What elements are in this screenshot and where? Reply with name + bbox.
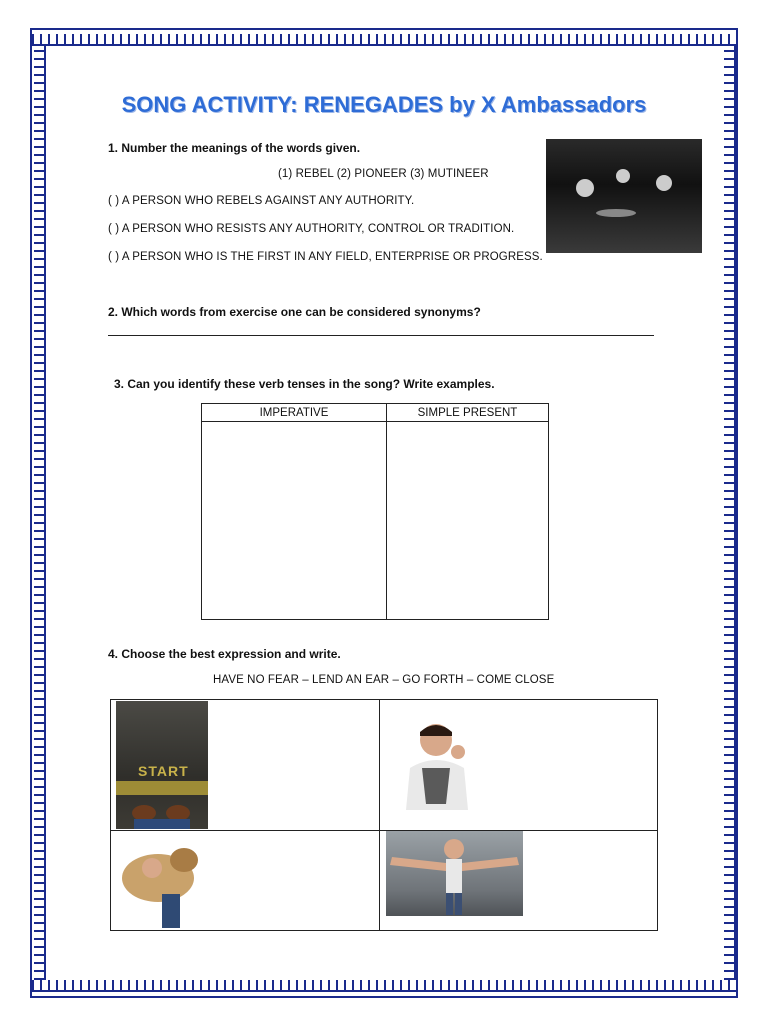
imperative-answer-cell[interactable] — [202, 422, 387, 620]
lion-hug-photo — [118, 838, 204, 930]
start-line-photo: START — [116, 701, 208, 829]
column-header-imperative: IMPERATIVE — [202, 404, 387, 422]
open-arms-photo — [386, 831, 523, 916]
question-1-item-2: ( ) A PERSON WHO RESISTS ANY AUTHORITY, CONTROL OR TRADITION. — [108, 223, 515, 235]
question-1-item-1: ( ) A PERSON WHO REBELS AGAINST ANY AUTHORITY. — [108, 195, 415, 207]
question-4-prompt: 4. Choose the best expression and write. — [108, 647, 341, 661]
simple-present-answer-cell[interactable] — [387, 422, 549, 620]
band-photo — [546, 139, 702, 253]
top-greek-key-border — [32, 32, 736, 46]
verb-tense-table — [201, 403, 549, 620]
question-1-item-3: ( ) A PERSON WHO IS THE FIRST IN ANY FIELD, ENTERPRISE OR PROGRESS. — [108, 251, 543, 263]
question-1-prompt: 1. Number the meanings of the words given. — [108, 141, 361, 155]
page-title: SONG ACTIVITY: RENEGADES by X Ambassadors — [121, 92, 647, 117]
answer-line[interactable] — [108, 335, 654, 336]
question-3-prompt: 3. Can you identify these verb tenses in the song? Write examples. — [114, 377, 495, 391]
listening-man-photo — [394, 718, 480, 810]
question-2-prompt: 2. Which words from exercise one can be considered synonyms? — [108, 305, 481, 319]
left-greek-key-border — [32, 44, 46, 980]
right-greek-key-border — [722, 44, 736, 980]
question-4-options: HAVE NO FEAR – LEND AN EAR – GO FORTH – COME CLOSE — [213, 674, 555, 686]
question-1-words: (1) REBEL (2) PIONEER (3) MUTINEER — [278, 168, 489, 180]
bottom-greek-key-border — [32, 978, 736, 992]
column-header-simple-present: SIMPLE PRESENT — [387, 404, 549, 422]
